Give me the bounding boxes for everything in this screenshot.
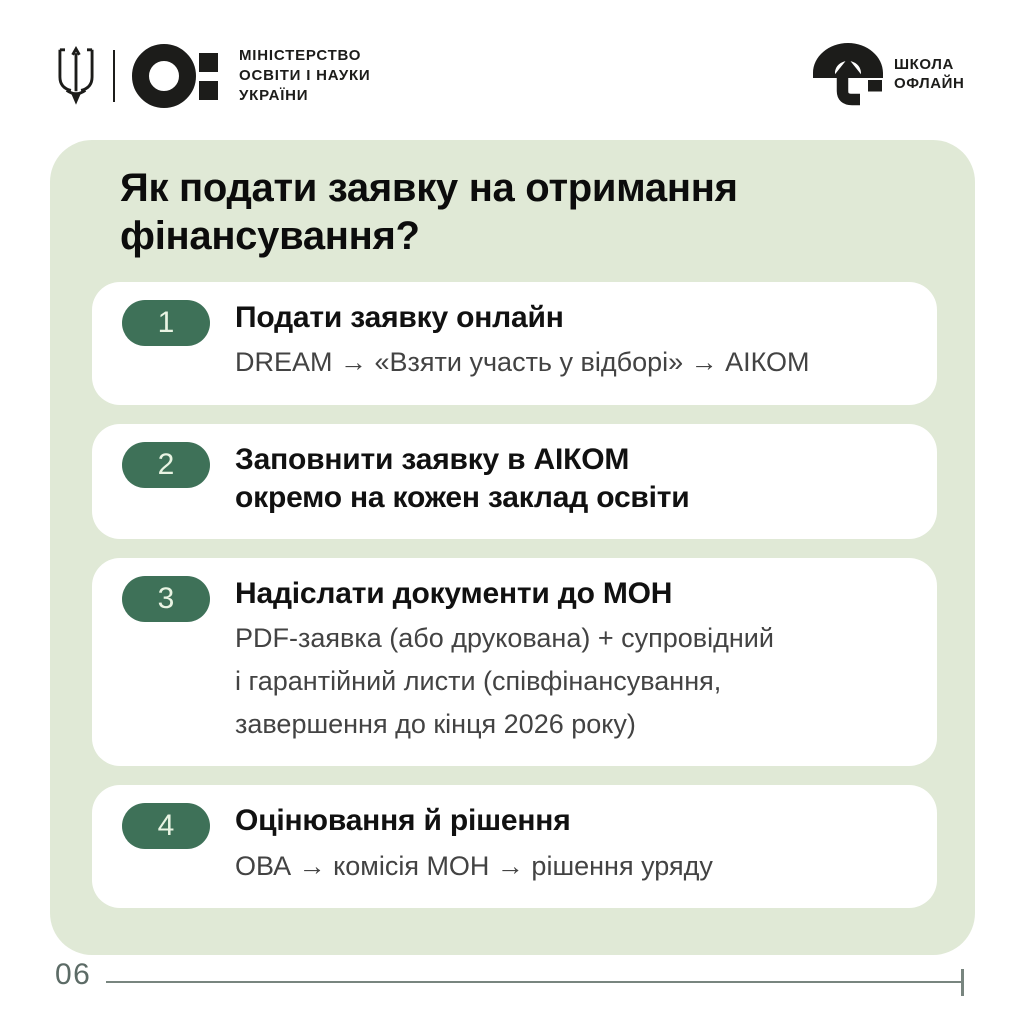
step-text xyxy=(235,299,909,384)
content-panel xyxy=(50,140,975,955)
page-title: Як подати заявку на отримання фінансування? xyxy=(120,166,738,258)
footer-line-end-tick xyxy=(961,969,964,996)
dash-shape xyxy=(868,80,882,92)
school-name: ШКОЛА ОФЛАЙН xyxy=(894,56,965,92)
step-card-4 xyxy=(92,785,937,908)
step-text xyxy=(235,575,909,745)
logo-divider xyxy=(113,50,115,102)
school-offline-icon xyxy=(812,42,884,106)
colon-icon xyxy=(199,53,218,100)
ministry-logo xyxy=(54,42,371,110)
page-number: 06 xyxy=(55,958,92,991)
header xyxy=(0,0,1024,140)
step-subtitle: PDF-заявка (або друкована) + супровідний і гарантійний листи (співфінансування, завершення до кінця 2026 року) xyxy=(235,623,774,739)
step-subtitle: DREAM → «Взяти участь у відборі» → АІКОМ xyxy=(235,347,810,378)
steps-list xyxy=(92,282,937,908)
ministry-logomark-icon xyxy=(132,44,218,108)
step-text xyxy=(235,802,909,887)
step-number-badge: 2 xyxy=(122,442,210,488)
step-text xyxy=(235,441,909,518)
step-number-badge: 3 xyxy=(122,576,210,622)
trident-base xyxy=(71,93,81,105)
step-title: Оцінювання й рішення xyxy=(235,804,571,838)
school-offline-logo xyxy=(812,42,964,106)
step-title: Заповнити заявку в АІКОМ окремо на кожен заклад освіти xyxy=(235,443,690,515)
trident-icon xyxy=(54,42,98,110)
step-number-badge: 4 xyxy=(122,803,210,849)
step-number-badge: 1 xyxy=(122,300,210,346)
step-card-2 xyxy=(92,424,937,539)
step-subtitle: ОВА → комісія МОН → рішення уряду xyxy=(235,850,713,881)
step-card-1 xyxy=(92,282,937,405)
step-title: Надіслати документи до МОН xyxy=(235,576,673,610)
ring-icon xyxy=(132,44,196,108)
step-card-3 xyxy=(92,558,937,766)
footer-line xyxy=(106,981,962,983)
ministry-name: МІНІСТЕРСТВО ОСВІТИ І НАУКИ УКРАЇНИ xyxy=(239,47,371,104)
step-title: Подати заявку онлайн xyxy=(235,301,564,334)
